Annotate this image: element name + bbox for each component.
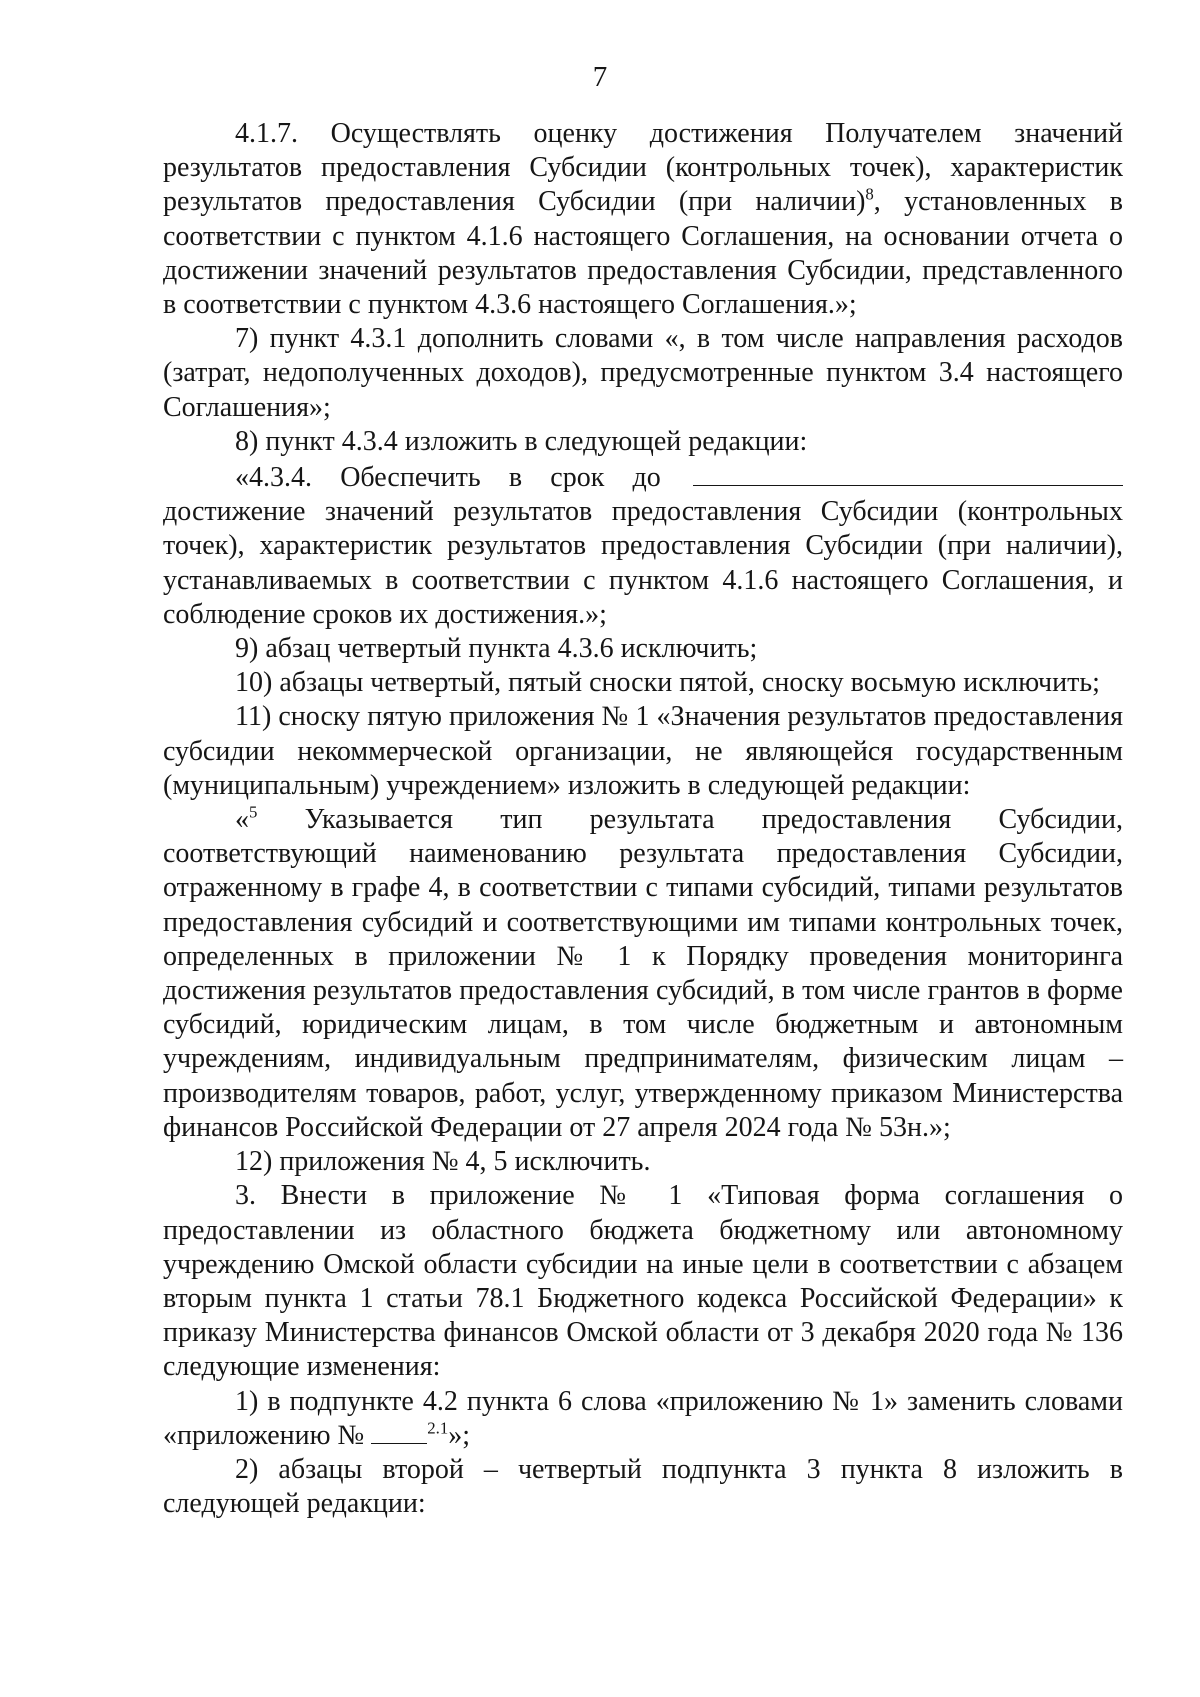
paragraph-item-12: 12) приложения № 4, 5 исключить. bbox=[235, 1146, 651, 1178]
footnote-mark: 2.1 bbox=[427, 1418, 449, 1438]
paragraph-sub-1 bbox=[163, 1385, 1123, 1453]
blank-date-line bbox=[693, 459, 1123, 486]
paragraph-item-11: 11) сноску пятую приложения № 1 «Значения результатов предоставления субсидии некоммерческой организации, не являющейся государственным (муниципальным) учреждением» изложить в следующей редакции: bbox=[163, 701, 1123, 801]
blank-number-line bbox=[371, 1419, 427, 1444]
paragraph-text: , установленных в соответствии с пунктом 4.1.6 настоящего Соглашения, на основании отчета о достижении значений результатов предоставления Субсидии, представленного в соответствии с пунктом 4.3.6 настоящего Соглашения.»; bbox=[163, 186, 1123, 321]
paragraph-item-7: 7) пункт 4.3.1 дополнить словами «, в том числе направления расходов (затрат, недополученных доходов), предусмотренные пунктом 3.4 настоящего Соглашения»; bbox=[163, 323, 1123, 423]
page-number: 7 bbox=[592, 61, 608, 93]
paragraph-item-8: 8) пункт 4.3.4 изложить в следующей редакции: bbox=[235, 425, 808, 457]
footnote-mark: 5 bbox=[249, 802, 258, 822]
paragraph-4-1-7 bbox=[163, 117, 1123, 322]
document-body bbox=[163, 117, 1123, 1521]
paragraph-text: 1) в подпункте 4.2 пункта 6 слова «приложению № 1» заменить словами «приложению № bbox=[163, 1385, 1123, 1451]
paragraph-text: »; bbox=[448, 1419, 471, 1451]
quote-mark: « bbox=[235, 804, 249, 836]
paragraph-sub-2: 2) абзацы второй – четвертый подпункта 3 пункта 8 изложить в следующей редакции: bbox=[163, 1453, 1123, 1520]
paragraph-section-3: 3. Внести в приложение № 1 «Типовая форма соглашения о предоставлении из областного бюджета бюджетному или автономному учреждению Омской области субсидии на иные цели в соответствии с абзацем вторым пункта 1 статьи 78.1 Бюджетного кодекса Российской Федерации» к приказу Министерства финансов Омской области от 3 декабря 2020 года № 136 следующие изменения: bbox=[163, 1180, 1123, 1383]
paragraph-item-9: 9) абзац четвертый пункта 4.3.6 исключить; bbox=[235, 633, 758, 665]
paragraph-footnote-5 bbox=[163, 803, 1123, 1145]
paragraph-text: «4.3.4. Обеспечить в срок до bbox=[235, 462, 661, 494]
paragraph-text: Указывается тип результата предоставления Субсидии, соответствующий наименованию результата предоставления Субсидии, отраженному в графе 4, в соответствии с типами субсидий, типами результатов предоставления субсидий и соответствующими им типами контрольных точек, определенных в приложении № 1 к Порядку проведения мониторинга достижения результатов предоставления субсидий, в том числе грантов в форме субсидий, юридическим лицам, в том числе бюджетным и автономным учреждениям, индивидуальным предпринимателям, физическим лицам – производителям товаров, работ, услуг, утвержденному приказом Министерства финансов Российской Федерации от 27 апреля 2024 года № 53н.»; bbox=[163, 804, 1123, 1143]
paragraph-text: 4.1.7. Осуществлять оценку достижения Получателем значений результатов предоставления Субсидии (контрольных точек), характеристик результатов предоставления Субсидии (при наличии) bbox=[163, 118, 1123, 218]
paragraph-4-3-4-head bbox=[163, 459, 1123, 495]
footnote-mark: 8 bbox=[865, 185, 874, 205]
paragraph-4-3-4-body: достижение значений результатов предоставления Субсидии (контрольных точек), характеристик результатов предоставления Субсидии (при наличии), устанавливаемых в соответствии с пунктом 4.1.6 настоящего Соглашения, и соблюдение сроков их достижения.»; bbox=[163, 496, 1123, 630]
paragraph-item-10: 10) абзацы четвертый, пятый сноски пятой, сноску восьмую исключить; bbox=[235, 667, 1100, 699]
